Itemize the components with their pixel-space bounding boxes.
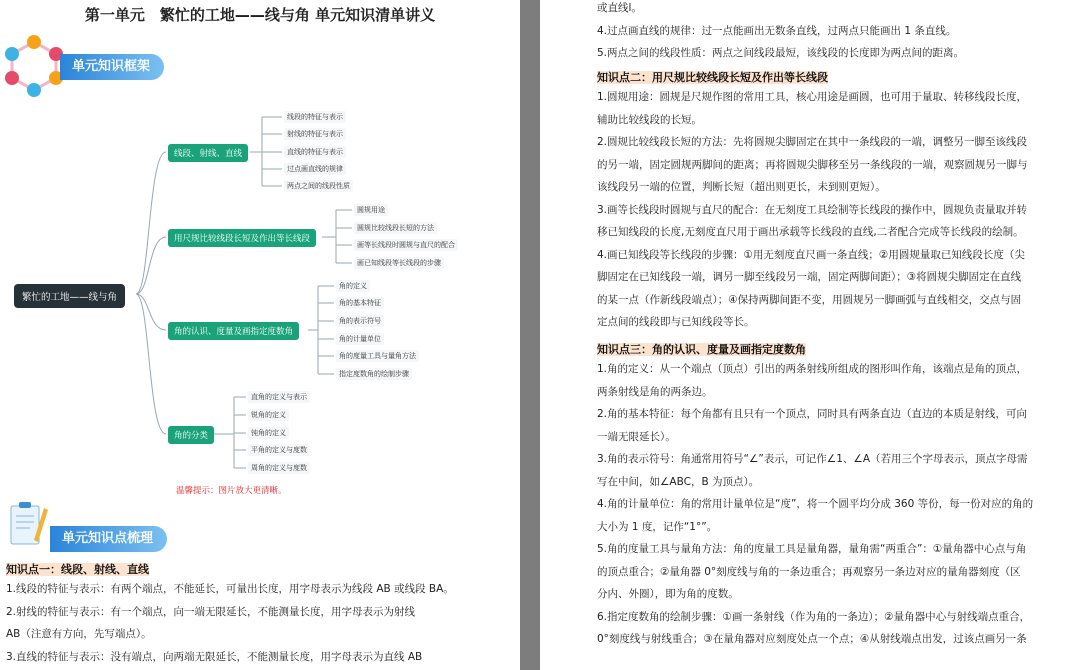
mindmap-leaf: 圆规比较线段长短的方法 (354, 222, 437, 234)
mindmap-leaf: 画已知线段等长线段的步骤 (354, 257, 444, 269)
mindmap-leaf: 两点之间的线段性质 (284, 180, 353, 192)
mindmap-leaf: 线段的特征与表示 (284, 111, 346, 123)
mindmap-leaf: 指定度数角的绘制步骤 (336, 368, 412, 380)
knowledge-point-2-title: 知识点二：用尺规比较线段长短及作出等长线段 (597, 71, 828, 84)
knowledge-point-1-body: 1.线段的特征与表示：有两个端点，不能延长，可量出长度，用字母表示为线段 AB 或线段 BA。 2.射线的特征与表示：有一个端点，向一端无限延长，不能测量长度，用字母表示为射线 AB（注意有方向，先写端点）。 3.直线的特征与表示：没有端点，向两端无限延长，不能测量长度，用字母表示为直线 AB (6, 583, 454, 663)
mindmap-leaf: 角的度量工具与量角方法 (336, 350, 419, 362)
intro-body: 或直线l。 4.过点画直线的规律：过一点能画出无数条直线，过两点只能画出 1 条直线。 5.两点之间的线段性质：两点之间线段最短，该线段的长度即为两点间的距离。 (597, 2, 965, 59)
document-pen-icon (8, 500, 50, 548)
section-banner-knowledge: 单元知识点梳理 (50, 526, 167, 552)
mindmap-leaf: 锐角的定义 (248, 409, 289, 421)
mindmap-root: 繁忙的工地——线与角 (14, 284, 125, 308)
knowledge-point-3-body: 1.角的定义：从一个端点（顶点）引出的两条射线所组成的图形叫作角，该端点是角的顶点， 两条射线是角的两条边。 2.角的基本特征：每个角都有且只有一个顶点，同时具有两条直边（直边的本质是射线，可向 一端无限延长）。 3.角的表示符号：角通常用符号“∠”表示，可记作∠1、∠A（若用三个字母表示，顶点字母需 写在中间，如∠ABC，B 为顶点）。 4.角的计量单位：角的常用计量单位是“度”，将一个圆平均分成 360 等份，每一份对应的角的 大小为 1 度，记作“1°”。 5.角的度量工具与量角方法：角的度量工具是量角器，量角需“两重合”：①量角器中心点与角 的顶点重合；②量角器 0°刻度线与角的一条边重合；再观察另一条边对应的量角器刻度（区 分内、外圈），即为角的度数。 6.指定度数角的绘制步骤：①画一条射线（作为角的一条边）；②量角器中心与射线端点重合， 0°刻度线与射线重合；③在量角器对应刻度处点一个点；④从射线端点出发，过该点画另一条 (597, 363, 1034, 645)
mindmap-leaf: 圆规用途 (354, 204, 388, 216)
right-page (540, 0, 1080, 670)
mindmap-leaf: 过点画直线的规律 (284, 163, 346, 175)
mindmap-branch-angle-types: 角的分类 (168, 426, 214, 444)
page-title: 第一单元 繁忙的工地——线与角 单元知识清单讲义 (84, 6, 436, 24)
mindmap-leaf: 钝角的定义 (248, 427, 289, 439)
knowledge-point-2-body: 1.圆规用途：圆规是尺规作图的常用工具，核心用途是画圆，也可用于量取、转移线段长度， 辅助比较线段的长短。 2.圆规比较线段长短的方法：先将圆规尖脚固定在其中一条线段的一端，调整另一脚至该线段 的另一端，固定圆规两脚间的距离；再将圆规尖脚移至另一条线段的一端，观察圆规另一脚与 该线段另一端的位置，判断长短（超出则更长，未到则更短）。 3.画等长线段时圆规与直尺的配合：在无刻度工具绘制等长线段的操作中，圆规负责量取并转 移已知线段的长度,无刻度直尺用于画出承载等长线段的直线,二者配合完成等长线段的绘制。 4.画已知线段等长线段的步骤：①用无刻度直尺画一条直线；②用圆规量取已知线段长度（尖 脚固定在已知线段一端，调另一脚至线段另一端，固定两脚间距）；③将圆规尖脚固定在直线 的某一点（作新线段端点）；④保持两脚间距不变，用圆规另一脚画弧与直线相交，交点与固 定点间的线段即与已知线段等长。 (597, 91, 1028, 328)
mindmap-leaf: 周角的定义与度数 (248, 462, 310, 474)
mindmap-leaf: 画等长线段时圆规与直尺的配合 (354, 239, 458, 251)
mindmap-leaf: 角的表示符号 (336, 315, 384, 327)
left-page (0, 0, 520, 670)
mindmap-leaf: 平角的定义与度数 (248, 444, 310, 456)
section-banner-framework: 单元知识框架 (60, 54, 164, 80)
knowledge-point-1-title: 知识点一：线段、射线、直线 (6, 563, 149, 576)
mindmap-leaf: 直角的定义与表示 (248, 391, 310, 403)
zoom-tip: 温馨提示：图片放大更清晰。 (176, 486, 287, 496)
mindmap-leaf: 角的定义 (336, 280, 370, 292)
mindmap-leaf: 角的基本特征 (336, 297, 384, 309)
mindmap-branch-angles: 角的认识、度量及画指定度数角 (168, 322, 299, 340)
mindmap-leaf: 角的计量单位 (336, 333, 384, 345)
knowledge-point-3-title: 知识点三：角的认识、度量及画指定度数角 (597, 343, 806, 356)
mindmap-branch-lines: 线段、射线、直线 (168, 144, 248, 162)
mindmap-leaf: 射线的特征与表示 (284, 128, 346, 140)
mindmap-leaf: 直线的特征与表示 (284, 146, 346, 158)
mindmap-branch-compass: 用尺规比较线段长短及作出等长线段 (168, 229, 316, 247)
